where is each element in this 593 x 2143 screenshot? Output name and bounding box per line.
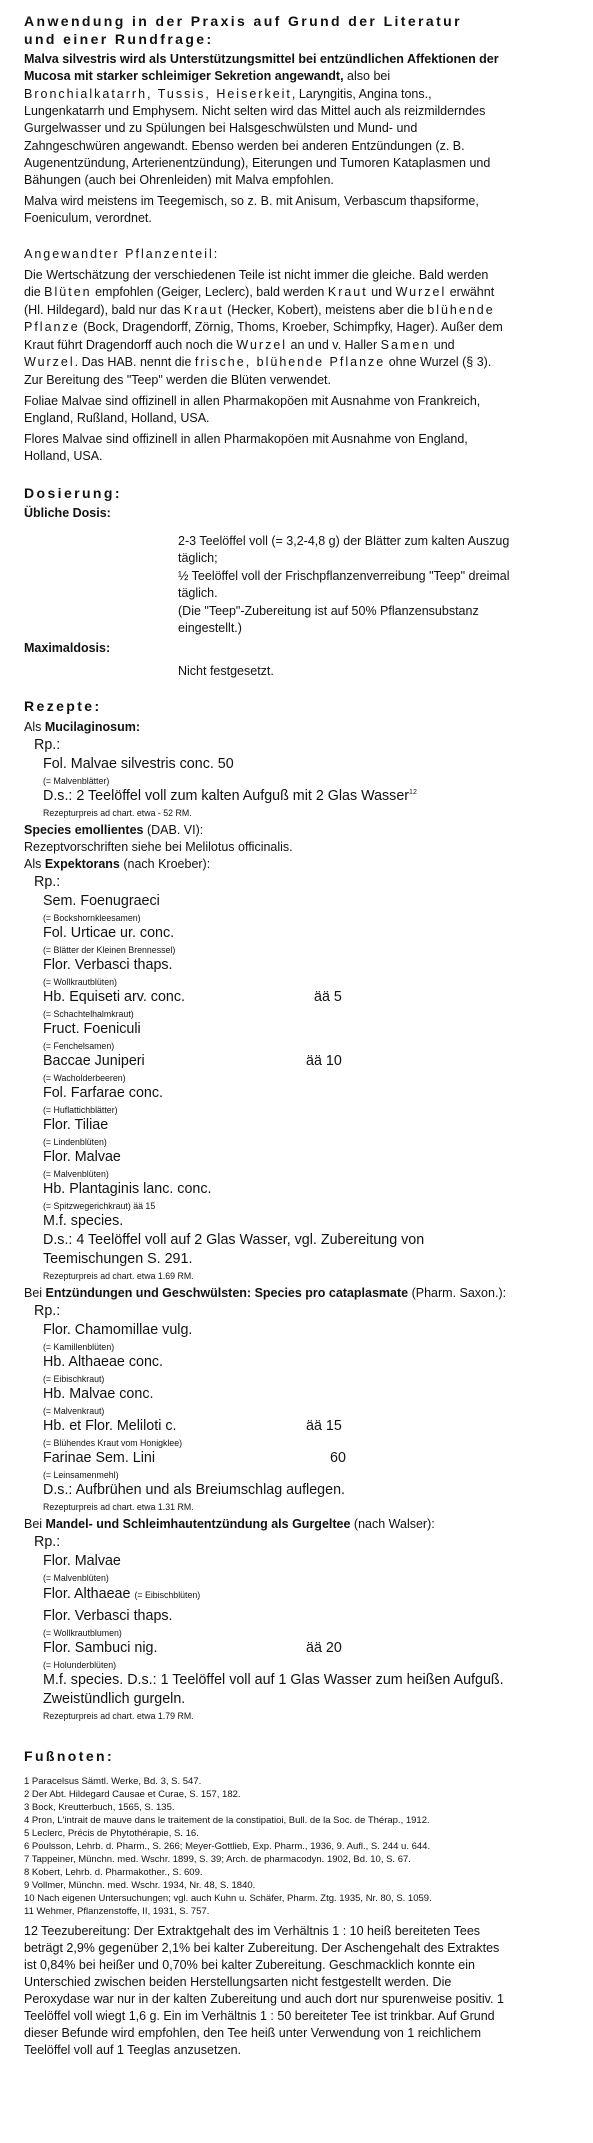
text-line: die Blüten empfohlen (Geiger, Leclerc), bald werden Kraut und Wurzel erwähnt (24, 285, 495, 299)
dose-label: Maximaldosis: (24, 641, 111, 655)
ingredient-note: (= Malvenblüten) (43, 1169, 109, 1179)
ingredient-note: (= Fenchelsamen) (43, 1041, 115, 1051)
ingredient-quantity: ää 20 (306, 1640, 342, 1656)
recipe-ingredient: Hb. Althaeae conc. (43, 1354, 164, 1370)
ingredient-quantity: ää 15 (306, 1418, 342, 1434)
recipe-ingredient: Hb. Malvae conc. (43, 1386, 154, 1402)
text-line: Zahngeschwüren angewandt. Ebenso werden bei anderen Entzündungen (z. B. (24, 139, 465, 153)
text-line: Augenentzündung, Arterienentzündung), Eiterungen und Tumoren Kataplasmen und (24, 156, 491, 170)
recipe-instruction: M.f. species. (43, 1213, 124, 1229)
text-line: Rezeptvorschriften siehe bei Melilotus officinalis. (24, 840, 293, 854)
text-line: Malva wird meistens im Teegemisch, so z. B. mit Anisum, Verbascum thapsiforme, (24, 194, 479, 208)
footnote: 3 Bock, Kreutterbuch, 1565, S. 135. (24, 1802, 175, 1813)
recipe-ingredient: Flor. Malvae (43, 1149, 121, 1165)
text-line: ½ Teelöffel voll der Frischpflanzenverreibung "Teep" dreimal (178, 569, 510, 583)
recipe-rp: Rp.: (34, 1534, 61, 1550)
section-heading: und einer Rundfrage: (24, 31, 214, 47)
footnote: 4 Pron, L'intrait de mauve dans le traitement de la constipatioi, Bull. de la Soc. de Thérap., 1912. (24, 1815, 430, 1826)
recipe-ingredient: Flor. Tiliae (43, 1117, 109, 1133)
section-heading: Anwendung in der Praxis auf Grund der Literatur (24, 13, 462, 29)
footnote-text: beträgt 2,9% gegenüber 2,1% bei kalter Zubereitung. Der Aschengehalt des Extraktes (24, 1941, 500, 1955)
recipe-ingredient: Flor. Verbasci thaps. (43, 957, 173, 973)
section-heading: Dosierung: (24, 485, 122, 501)
recipe-intro: Bei Entzündungen und Geschwülsten: Species pro cataplasmate (Pharm. Saxon.): (24, 1286, 507, 1300)
recipe-ingredient: Flor. Chamomillae vulg. (43, 1322, 193, 1338)
recipe-ingredient: Hb. Plantaginis lanc. conc. (43, 1181, 212, 1197)
recipe-instruction: Teemischungen S. 291. (43, 1251, 193, 1267)
recipe-price: Rezepturpreis ad chart. etwa 1.69 RM. (43, 1271, 194, 1281)
recipe-rp: Rp.: (34, 737, 61, 753)
footnote-text: Peroxydase war nur in der kalten Zubereitung und auch dort nur spurenweise positiv. 1 (24, 1992, 504, 2006)
text-line: 2-3 Teelöffel voll (= 3,2-4,8 g) der Blätter zum kalten Auszug (178, 534, 510, 548)
recipe-instruction: D.s.: Aufbrühen und als Breiumschlag auflegen. (43, 1482, 346, 1498)
ingredient-note: (= Eibischkraut) (43, 1374, 105, 1384)
recipe-intro: Als Mucilaginosum: (24, 720, 140, 734)
ingredient-note: (= Huflattichblätter) (43, 1105, 118, 1115)
footnote: 10 Nach eigenen Untersuchungen; vgl. auch Kuhn u. Schäfer, Pharm. Ztg. 1935, Nr. 80, S. 1059. (24, 1893, 432, 1904)
text-line: Die Wertschätzung der verschiedenen Teile ist nicht immer die gleiche. Bald werden (24, 268, 489, 282)
text-line: Mucosa mit starker schleimiger Sekretion angewandt, also bei (24, 69, 391, 83)
text-line: Zur Bereitung des "Teep" werden die Blüten verwendet. (24, 373, 331, 387)
ingredient-note: (= Lindenblüten) (43, 1137, 107, 1147)
ingredient-note: (= Wollkrautblumen) (43, 1628, 122, 1638)
ingredient-note: (= Wacholderbeeren) (43, 1073, 126, 1083)
text-line: Holland, USA. (24, 449, 103, 463)
text-line: Gurgelwasser und zu Spülungen bei Halsgeschwülsten und Mund- und (24, 121, 418, 135)
text-line: Nicht festgesetzt. (178, 664, 274, 678)
ingredient-note: (= Malvenblätter) (43, 776, 110, 786)
ingredient-quantity: ää 10 (306, 1053, 342, 1069)
recipe-price: Rezepturpreis ad chart. etwa 1.31 RM. (43, 1502, 194, 1512)
ingredient-note: (= Malvenblüten) (43, 1573, 109, 1583)
text-line: Foeniculum, verordnet. (24, 211, 152, 225)
text-line: täglich. (178, 586, 218, 600)
text-line: eingestellt.) (178, 621, 242, 635)
recipe-ingredient: Fol. Malvae silvestris conc. 50 (43, 756, 234, 772)
recipe-ingredient: Hb. et Flor. Meliloti c. (43, 1418, 177, 1434)
dose-label: Übliche Dosis: (24, 506, 111, 520)
recipe-ingredient: Hb. Equiseti arv. conc. (43, 989, 185, 1005)
recipe-ingredient: Sem. Foenugraeci (43, 893, 160, 909)
recipe-instruction: D.s.: 4 Teelöffel voll auf 2 Glas Wasser, vgl. Zubereitung von (43, 1232, 425, 1248)
recipe-ingredient: Fol. Farfarae conc. (43, 1085, 163, 1101)
footnote-text: 12 Teezubereitung: Der Extraktgehalt des im Verhältnis 1 : 10 heiß bereiteten Tees (24, 1924, 481, 1938)
footnote-text: Unterschied zwischen beiden Herstellungsarten nicht festgestellt werden. Die (24, 1975, 452, 1989)
footnote: 8 Kobert, Lehrb. d. Pharmakother., S. 609. (24, 1867, 203, 1878)
recipe-rp: Rp.: (34, 874, 61, 890)
recipe-instruction: D.s.: 2 Teelöffel voll zum kalten Aufguß mit 2 Glas Wasser$^{12}$ (43, 788, 417, 804)
text-line: Pflanze (Bock, Dragendorff, Zörnig, Thoms, Kroeber, Schimpfky, Hager). Außer dem (24, 320, 503, 334)
recipe-ingredient: Flor. Althaeae (= Eibischblüten) (43, 1586, 201, 1602)
footnote: 9 Vollmer, Münchn. med. Wschr. 1934, Nr. 48, S. 1840. (24, 1880, 256, 1891)
footnote: 2 Der Abt. Hildegard Causae et Curae, S. 157, 182. (24, 1789, 241, 1800)
footnote: 7 Tappeiner, Münchn. med. Wschr. 1899, S. 39; Arch. de pharmacodyn. 1902, Bd. 10, S. 67. (24, 1854, 411, 1865)
ingredient-note: (= Schachtelhalmkraut) (43, 1009, 134, 1019)
footnote: 5 Leclerc, Précis de Phytothérapie, S. 16. (24, 1828, 199, 1839)
recipe-ingredient: Farinae Sem. Lini (43, 1450, 156, 1466)
recipe-price: Rezepturpreis ad chart. etwa - 52 RM. (43, 808, 192, 818)
section-heading: Fußnoten: (24, 1748, 115, 1764)
footnote: 1 Paracelsus Sämtl. Werke, Bd. 3, S. 547. (24, 1776, 202, 1787)
text-line: Foliae Malvae sind offizinell in allen Pharmakopöen mit Ausnahme von Frankreich, (24, 394, 481, 408)
text-line: Kraut führt Dragendorff auch noch die Wurzel an und v. Haller Samen und (24, 338, 455, 352)
ingredient-quantity: ää 5 (314, 989, 342, 1005)
section-heading: Angewandter Pflanzenteil: (24, 247, 220, 261)
ingredient-note: (= Spitzwegerichkraut) ää 15 (43, 1201, 156, 1211)
recipe-instruction: Zweistündlich gurgeln. (43, 1691, 186, 1707)
text-line: täglich; (178, 551, 218, 565)
text-line: (Hl. Hildegard), bald nur das Kraut (Hecker, Kobert), meistens aber die blühende (24, 303, 495, 317)
text-line: Bähungen (auch bei Ohrenleiden) mit Malva empfohlen. (24, 173, 334, 187)
ingredient-note: (= Blühendes Kraut vom Honigklee) (43, 1438, 183, 1448)
text-line: Flores Malvae sind offizinell in allen Pharmakopöen mit Ausnahme von England, (24, 432, 468, 446)
ingredient-quantity: 60 (330, 1450, 346, 1466)
recipe-intro: Species emollientes (DAB. VI): (24, 823, 204, 837)
footnote-text: Teelöffel voll wiegt 1,6 g. Ein im Verhältnis 1 : 50 bereiteter Tee ist trinkbar. Auf Grund (24, 2009, 495, 2023)
ingredient-note: (= Blätter der Kleinen Brennessel) (43, 945, 176, 955)
recipe-ingredient: Flor. Sambuci nig. (43, 1640, 158, 1656)
footnote-text: Teelöffel voll auf 1 Teeglas anzusetzen. (24, 2043, 242, 2057)
footnote-text: ist 0,84% bei heißer und 0,70% bei kalter Zubereitung. Geschmacklich konnte ein (24, 1958, 475, 1972)
text-line: England, Rußland, Holland, USA. (24, 411, 210, 425)
recipe-ingredient: Flor. Verbasci thaps. (43, 1608, 173, 1624)
recipe-price: Rezepturpreis ad chart. etwa 1.79 RM. (43, 1711, 194, 1721)
recipe-intro: Als Expektorans (nach Kroeber): (24, 857, 211, 871)
recipe-instruction: M.f. species. D.s.: 1 Teelöffel voll auf 1 Glas Wasser zum heißen Aufguß. (43, 1672, 504, 1688)
text-line: Malva silvestris wird als Unterstützungsmittel bei entzündlichen Affektionen der (24, 52, 499, 66)
ingredient-note: (= Bockshornkleesamen) (43, 913, 141, 923)
recipe-ingredient: Fruct. Foeniculi (43, 1021, 141, 1037)
text-line: (Die "Teep"-Zubereitung ist auf 50% Pflanzensubstanz (178, 604, 479, 618)
ingredient-note: (= Wollkrautblüten) (43, 977, 117, 987)
recipe-ingredient: Baccae Juniperi (43, 1053, 145, 1069)
text-line: Wurzel. Das HAB. nennt die frische, blühende Pflanze ohne Wurzel (§ 3). (24, 355, 492, 369)
footnote: 11 Wehmer, Pflanzenstoffe, II, 1931, S. 757. (24, 1906, 210, 1917)
footnote-text: dieser Befunde wird empfohlen, den Tee heiß unter Verwendung von 1 reichlichem (24, 2026, 481, 2040)
footnote: 6 Poulsson, Lehrb. d. Pharm., S. 266; Meyer-Gottlieb, Exp. Pharm., 1936, 9. Aufl., S. 244 u. 644. (24, 1841, 431, 1852)
ingredient-note: (= Leinsamenmehl) (43, 1470, 119, 1480)
section-heading: Rezepte: (24, 698, 102, 714)
text-line: Lungenkatarrh und Emphysem. Nicht selten wird das Mittel auch als reizmilderndes (24, 104, 486, 118)
ingredient-note: (= Kamillenblüten) (43, 1342, 115, 1352)
text-line: Bronchialkatarrh, Tussis, Heiserkeit, Laryngitis, Angina tons., (24, 87, 432, 101)
ingredient-note: (= Malvenkraut) (43, 1406, 105, 1416)
recipe-ingredient: Fol. Urticae ur. conc. (43, 925, 175, 941)
recipe-intro: Bei Mandel- und Schleimhautentzündung als Gurgeltee (nach Walser): (24, 1517, 435, 1531)
recipe-ingredient: Flor. Malvae (43, 1553, 121, 1569)
ingredient-note: (= Holunderblüten) (43, 1660, 117, 1670)
recipe-rp: Rp.: (34, 1303, 61, 1319)
